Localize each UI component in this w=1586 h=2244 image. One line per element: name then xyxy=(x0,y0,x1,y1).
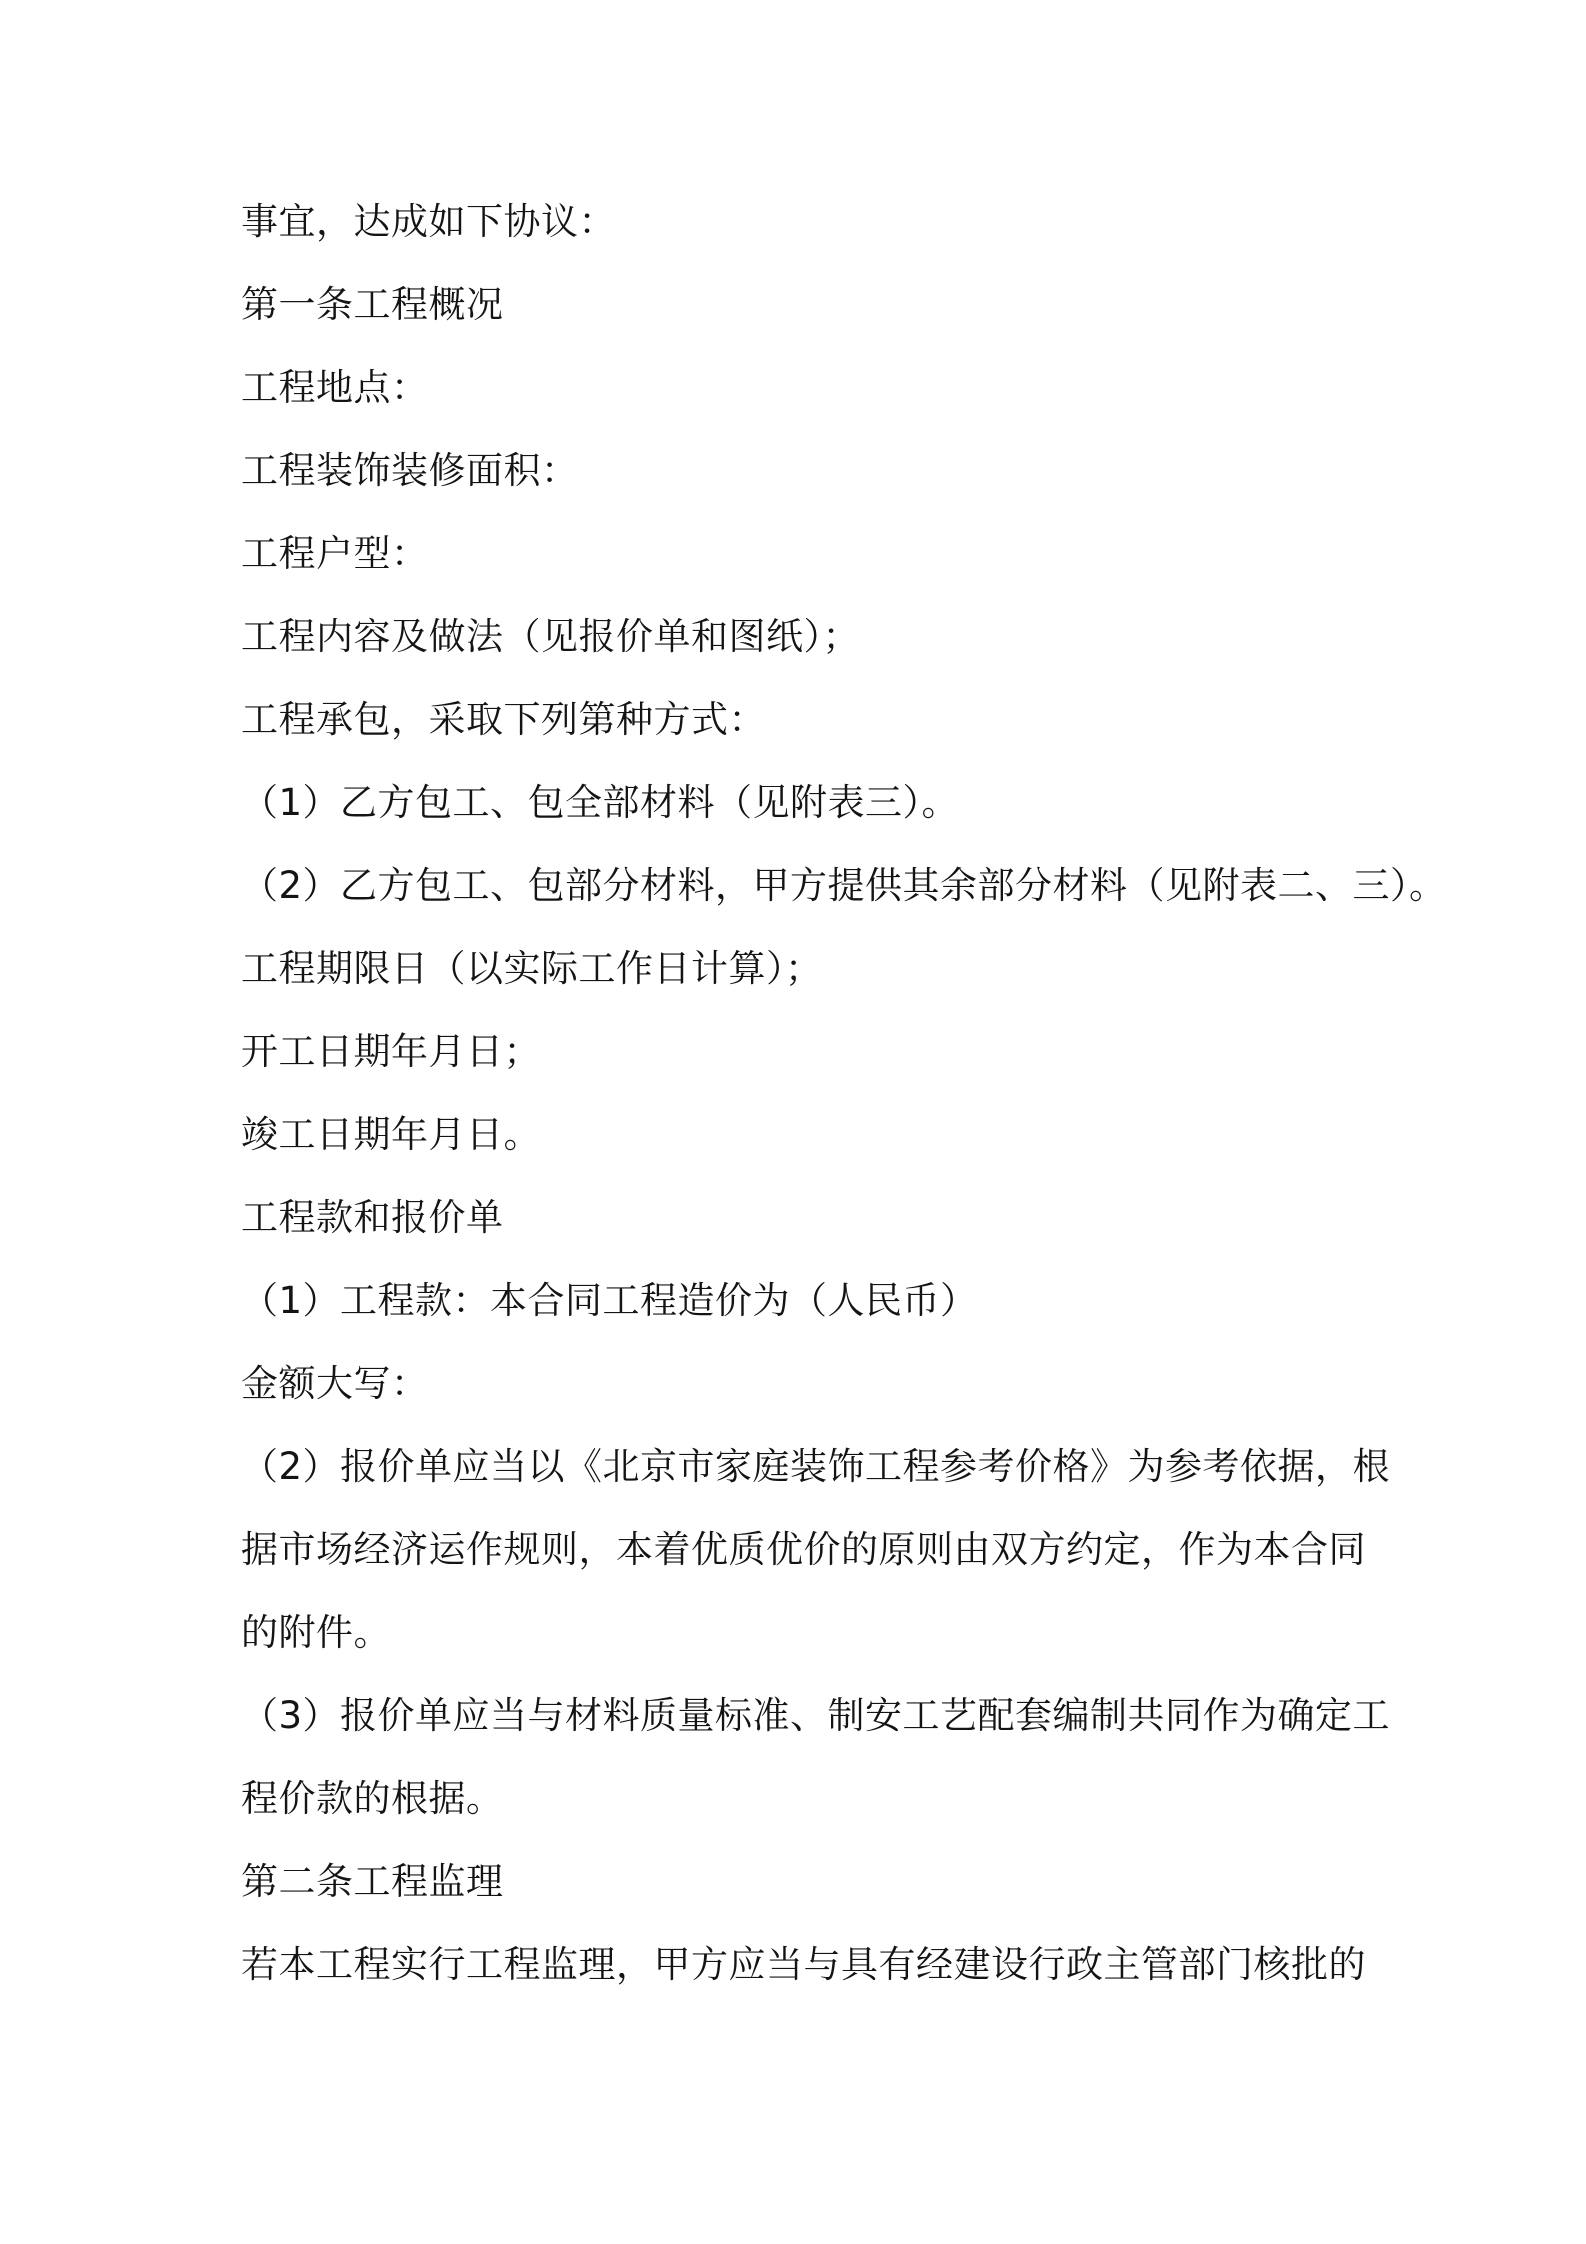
text-line: 据市场经济运作规则，本着优质优价的原则由双方约定，作为本合同 xyxy=(241,1528,1366,1571)
text-line: （1）工程款：本合同工程造价为（人民币） xyxy=(241,1279,978,1322)
text-line: 工程款和报价单 xyxy=(241,1196,504,1239)
section-heading: 第一条工程概况 xyxy=(241,283,504,326)
text-line: 竣工日期年月日。 xyxy=(241,1113,541,1156)
text-line: 金额大写： xyxy=(241,1362,429,1405)
text-line: 开工日期年月日； xyxy=(241,1030,541,1073)
text-line: （3）报价单应当与材料质量标准、制安工艺配套编制共同作为确定工 xyxy=(241,1694,1391,1737)
text-line: 的附件。 xyxy=(241,1611,391,1654)
text-line: 工程内容及做法（见报价单和图纸）； xyxy=(241,615,860,658)
text-line: 若本工程实行工程监理，甲方应当与具有经建设行政主管部门核批的 xyxy=(241,1943,1366,1986)
text-line: （2）报价单应当以《北京市家庭装饰工程参考价格》为参考依据，根 xyxy=(241,1445,1391,1488)
text-line: （1）乙方包工、包全部材料（见附表三）。 xyxy=(241,781,960,824)
text-line: 工程地点： xyxy=(241,366,429,409)
text-line: 工程承包，采取下列第种方式： xyxy=(241,698,766,741)
text-line: 事宜，达成如下协议： xyxy=(241,200,616,243)
text-line: 程价款的根据。 xyxy=(241,1777,504,1820)
section-heading: 第二条工程监理 xyxy=(241,1860,504,1903)
text-line: （2）乙方包工、包部分材料，甲方提供其余部分材料（见附表二、三）。 xyxy=(241,864,1447,907)
text-line: 工程户型： xyxy=(241,532,429,575)
text-line: 工程期限日（以实际工作日计算）； xyxy=(241,947,823,990)
text-line: 工程装饰装修面积： xyxy=(241,449,579,492)
